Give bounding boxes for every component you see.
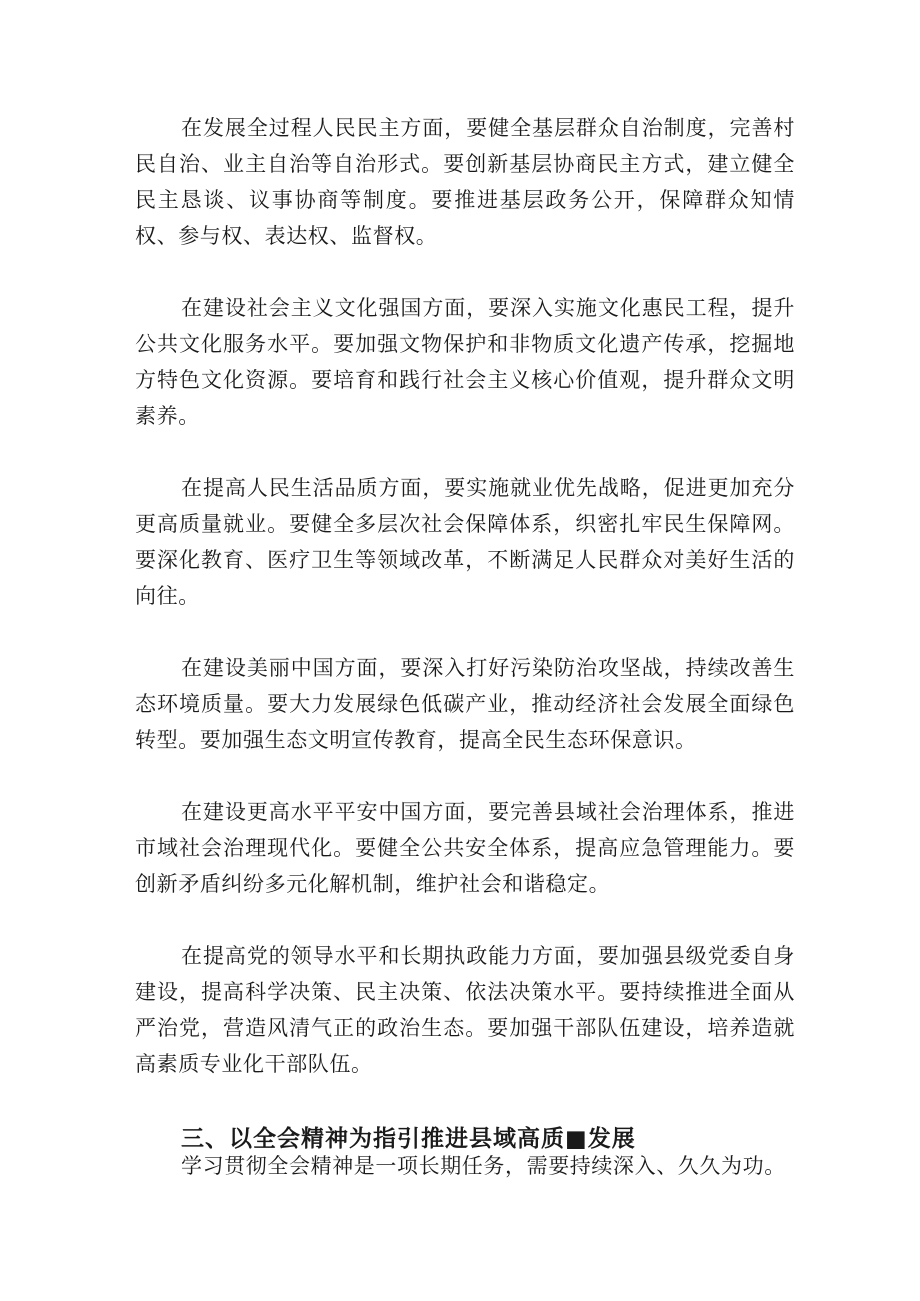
paragraph-people-democracy: 在发展全过程人民民主方面，要健全基层群众自治制度，完善村民自治、业主自治等自治形式。要创新基层协商民主方式，建立健全民主恳谈、议事协商等制度。要推进基层政务公开，保障群众知情权、参与权、表达权、监督权。: [135, 116, 795, 248]
paragraph-living-quality: 在提高人民生活品质方面，要实施就业优先战略，促进更加充分更高质量就业。要健全多层次社会保障体系，织密扎牢民生保障网。要深化教育、医疗卫生等领域改革，不断满足人民群众对美好生活的向往。: [135, 476, 795, 608]
section-heading: 三、以全会精神为指引推进县域高质■发展: [181, 1126, 636, 1152]
paragraph-cultural-power: 在建设社会主义文化强国方面，要深入实施文化惠民工程，提升公共文化服务水平。要加强文物保护和非物质文化遗产传承，挖掘地方特色文化资源。要培育和践行社会主义核心价值观，提升群众文明素养。: [135, 296, 795, 428]
paragraph-safe-china: 在建设更高水平平安中国方面，要完善县域社会治理体系，推进市域社会治理现代化。要健全公共安全体系，提高应急管理能力。要创新矛盾纠纷多元化解机制，维护社会和谐稳定。: [135, 800, 795, 896]
paragraph-party-leadership: 在提高党的领导水平和长期执政能力方面，要加强县级党委自身建设，提高科学决策、民主决策、依法决策水平。要持续推进全面从严治党，营造风清气正的政治生态。要加强干部队伍建设，培养造就高素质专业化干部队伍。: [135, 944, 795, 1076]
paragraph-final: 学习贯彻全会精神是一项长期任务，需要持续深入、久久为功。: [181, 1154, 786, 1178]
paragraph-beautiful-china: 在建设美丽中国方面，要深入打好污染防治攻坚战，持续改善生态环境质量。要大力发展绿色低碳产业，推动经济社会发展全面绿色转型。要加强生态文明宣传教育，提高全民生态环保意识。: [135, 656, 795, 752]
